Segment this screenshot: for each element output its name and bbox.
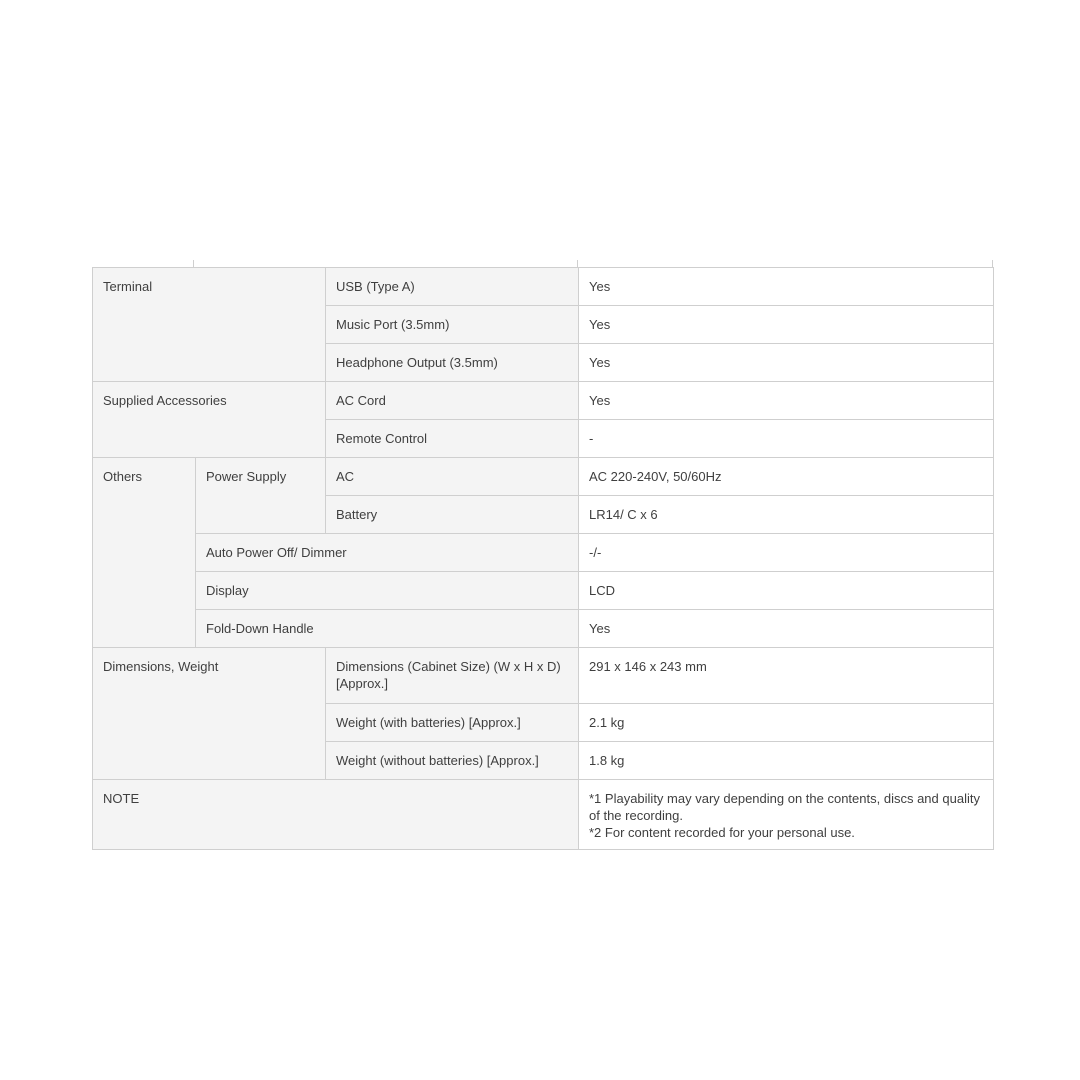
spec-name-cell: Weight (with batteries) [Approx.] bbox=[326, 704, 579, 742]
spec-value-cell: Yes bbox=[579, 306, 994, 344]
spec-value-cell: 1.8 kg bbox=[579, 742, 994, 780]
cropped-row-divider-tick bbox=[577, 260, 578, 267]
spec-name-cell: Display bbox=[196, 572, 579, 610]
spec-value-cell: 2.1 kg bbox=[579, 704, 994, 742]
specifications-section bbox=[92, 267, 994, 850]
table-row bbox=[93, 572, 994, 610]
section-label-note: NOTE bbox=[93, 780, 579, 850]
table-row bbox=[93, 534, 994, 572]
spec-value-cell: Yes bbox=[579, 382, 994, 420]
spec-name-cell: Remote Control bbox=[326, 420, 579, 458]
table-row bbox=[93, 780, 994, 850]
spec-name-cell: Dimensions (Cabinet Size) (W x H x D) [Approx.] bbox=[326, 648, 579, 704]
spec-value-cell: Yes bbox=[579, 610, 994, 648]
spec-value-cell: AC 220-240V, 50/60Hz bbox=[579, 458, 994, 496]
spec-value-cell: -/- bbox=[579, 534, 994, 572]
spec-name-cell: Battery bbox=[326, 496, 579, 534]
spec-value-cell: 291 x 146 x 243 mm bbox=[579, 648, 994, 704]
spec-name-cell: AC bbox=[326, 458, 579, 496]
spec-value-cell: Yes bbox=[579, 268, 994, 306]
spec-value-cell: LR14/ C x 6 bbox=[579, 496, 994, 534]
cropped-row-divider-tick bbox=[992, 260, 993, 267]
note-line: *2 For content recorded for your personal use. bbox=[589, 825, 855, 840]
section-label-others: Others bbox=[93, 458, 196, 648]
note-cell bbox=[579, 780, 994, 850]
section-label-supplied-accessories: Supplied Accessories bbox=[93, 382, 326, 458]
spec-name-cell: Music Port (3.5mm) bbox=[326, 306, 579, 344]
spec-value-cell: LCD bbox=[579, 572, 994, 610]
spec-name-cell: USB (Type A) bbox=[326, 268, 579, 306]
spec-name-cell: Headphone Output (3.5mm) bbox=[326, 344, 579, 382]
spec-table bbox=[92, 267, 994, 850]
spec-name-cell: Weight (without batteries) [Approx.] bbox=[326, 742, 579, 780]
table-row bbox=[93, 458, 994, 496]
table-row bbox=[93, 648, 994, 704]
spec-name-cell: Fold-Down Handle bbox=[196, 610, 579, 648]
table-row bbox=[93, 382, 994, 420]
spec-value-cell: Yes bbox=[579, 344, 994, 382]
spec-name-cell: AC Cord bbox=[326, 382, 579, 420]
section-label-dimensions-weight: Dimensions, Weight bbox=[93, 648, 326, 780]
subsection-label-power-supply: Power Supply bbox=[196, 458, 326, 534]
table-row bbox=[93, 610, 994, 648]
table-row bbox=[93, 268, 994, 306]
spec-value-cell: - bbox=[579, 420, 994, 458]
spec-name-cell: Auto Power Off/ Dimmer bbox=[196, 534, 579, 572]
note-line: *1 Playability may vary depending on the contents, discs and quality of the recording. bbox=[589, 791, 980, 823]
section-label-terminal: Terminal bbox=[93, 268, 326, 382]
cropped-row-divider-tick bbox=[193, 260, 194, 267]
